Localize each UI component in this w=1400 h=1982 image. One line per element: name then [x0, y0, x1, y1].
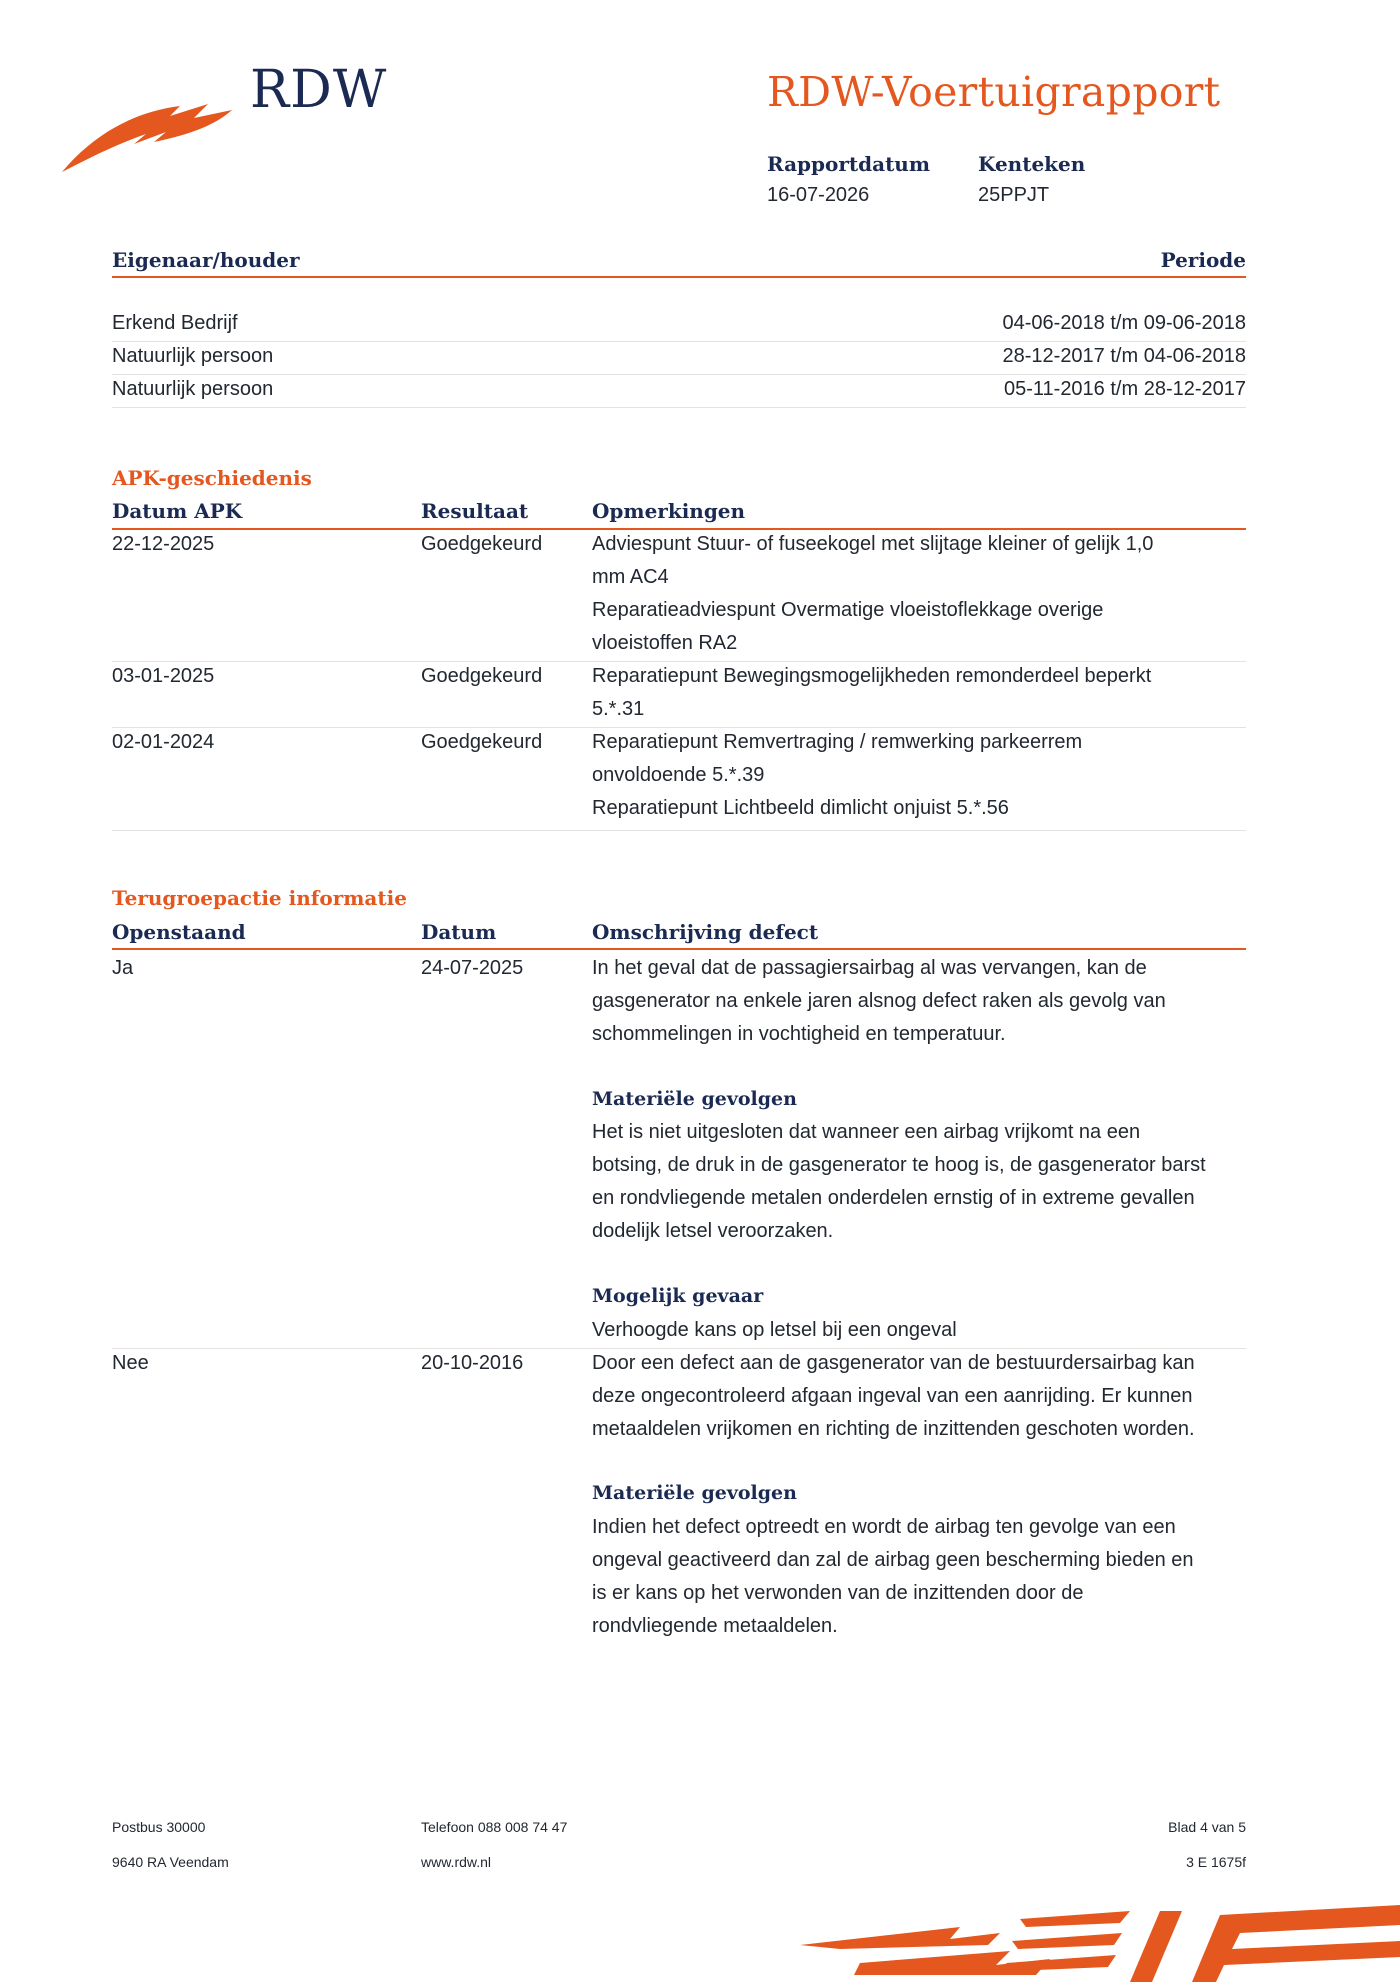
- material-consequences-line: dodelijk letsel veroorzaken.: [592, 1220, 834, 1242]
- apk-remark-line: mm AC4: [592, 566, 669, 588]
- apk-result: Goedgekeurd: [421, 731, 543, 753]
- logo-text: RDW: [250, 60, 388, 120]
- apk-result: Goedgekeurd: [421, 665, 543, 687]
- apk-date: 22-12-2025: [112, 533, 215, 555]
- apk-remark-line: Reparatiepunt Bewegingsmogelijkheden remonderdeel beperkt: [592, 665, 1152, 687]
- recall-desc-line: schommelingen in vochtigheid en temperatuur.: [592, 1023, 1006, 1045]
- footer-address-line1: Postbus 30000: [112, 1819, 206, 1835]
- recall-desc-line: deze ongecontroleerd afgaan ingeval van een aanrijding. Er kunnen: [592, 1385, 1193, 1407]
- recall-open: Ja: [112, 957, 134, 979]
- row-divider: [112, 830, 1246, 831]
- apk-date: 03-01-2025: [112, 665, 215, 687]
- footer-address-line2: 9640 RA Veendam: [112, 1854, 229, 1870]
- owner-name: Natuurlijk persoon: [112, 345, 274, 367]
- owner-period: 04-06-2018 t/m 09-06-2018: [1002, 312, 1246, 334]
- row-divider: [112, 407, 1246, 408]
- recall-desc-line: metaaldelen vrijkomen en richting de inzittenden geschoten worden.: [592, 1418, 1195, 1440]
- material-consequences-line: en rondvliegende metalen onderdelen ernstig of in extreme gevallen: [592, 1187, 1195, 1209]
- owner-period: 28-12-2017 t/m 04-06-2018: [1002, 345, 1246, 367]
- apk-remark-line: Reparatieadviespunt Overmatige vloeistoflekkage overige: [592, 599, 1104, 621]
- recall-desc-line: In het geval dat de passagiersairbag al was vervangen, kan de: [592, 957, 1147, 979]
- material-consequences-line: botsing, de druk in de gasgenerator te hoog is, de gasgenerator barst: [592, 1154, 1206, 1176]
- report-date-label: Rapportdatum: [767, 152, 931, 176]
- recall-open: Nee: [112, 1352, 149, 1374]
- footer-document-code: 3 E 1675f: [1186, 1854, 1246, 1870]
- rdw-logo-icon: [62, 88, 232, 180]
- apk-section-title: APK-geschiedenis: [112, 466, 312, 490]
- apk-remark-line: vloeistoffen RA2: [592, 632, 738, 654]
- report-date-value: 16-07-2026: [767, 184, 870, 206]
- recall-desc-line: Door een defect aan de gasgenerator van de bestuurdersairbag kan: [592, 1352, 1195, 1374]
- apk-remark-line: onvoldoende 5.*.39: [592, 764, 765, 786]
- recall-desc-header: Omschrijving defect: [592, 920, 819, 944]
- plate-label: Kenteken: [978, 152, 1086, 176]
- footer-phone: Telefoon 088 008 74 47: [421, 1819, 568, 1835]
- apk-result: Goedgekeurd: [421, 533, 543, 555]
- rdw-stripes-icon: [800, 1905, 1400, 1982]
- recall-header-rule: [112, 948, 1246, 950]
- material-consequences-line: is er kans op het verwonden van de inzittenden door de: [592, 1582, 1084, 1604]
- owner-period: 05-11-2016 t/m 28-12-2017: [1003, 378, 1246, 400]
- material-consequences-line: rondvliegende metaaldelen.: [592, 1615, 838, 1637]
- owners-header-rule: [112, 276, 1246, 278]
- apk-date: 02-01-2024: [112, 731, 215, 753]
- recall-date: 24-07-2025: [421, 957, 524, 979]
- period-column-header: Periode: [1160, 248, 1246, 272]
- plate-value: 25PPJT: [978, 184, 1050, 206]
- apk-remark-line: 5.*.31: [592, 698, 645, 720]
- material-consequences-line: ongeval geactiveerd dan zal de airbag geen bescherming bieden en: [592, 1549, 1194, 1571]
- apk-result-header: Resultaat: [421, 499, 529, 523]
- apk-remark-line: Reparatiepunt Remvertraging / remwerking parkeerrem: [592, 731, 1083, 753]
- material-consequences-line: Het is niet uitgesloten dat wanneer een airbag vrijkomt na een: [592, 1121, 1141, 1143]
- footer-website-link[interactable]: www.rdw.nl: [421, 1854, 492, 1870]
- material-consequences-heading: Materiële gevolgen: [592, 1088, 797, 1110]
- owner-column-header: Eigenaar/houder: [112, 248, 300, 272]
- apk-remark-line: Adviespunt Stuur- of fuseekogel met slijtage kleiner of gelijk 1,0: [592, 533, 1154, 555]
- apk-date-header: Datum APK: [112, 499, 243, 523]
- possible-danger-heading: Mogelijk gevaar: [592, 1285, 764, 1307]
- material-consequences-line: Indien het defect optreedt en wordt de airbag ten gevolge van een: [592, 1516, 1176, 1538]
- possible-danger-line: Verhoogde kans op letsel bij een ongeval: [592, 1319, 957, 1341]
- recall-section-title: Terugroepactie informatie: [112, 886, 407, 910]
- material-consequences-heading: Materiële gevolgen: [592, 1482, 797, 1504]
- apk-remarks-header: Opmerkingen: [592, 499, 746, 523]
- apk-remark-line: Reparatiepunt Lichtbeeld dimlicht onjuist 5.*.56: [592, 797, 1009, 819]
- owner-name: Erkend Bedrijf: [112, 312, 238, 334]
- recall-desc-line: gasgenerator na enkele jaren alsnog defect raken als gevolg van: [592, 990, 1166, 1012]
- footer-page-number: Blad 4 van 5: [1168, 1819, 1246, 1835]
- report-title: RDW-Voertuigrapport: [767, 68, 1221, 116]
- recall-date-header: Datum: [421, 920, 497, 944]
- owner-name: Natuurlijk persoon: [112, 378, 274, 400]
- recall-date: 20-10-2016: [421, 1352, 524, 1374]
- recall-open-header: Openstaand: [112, 920, 246, 944]
